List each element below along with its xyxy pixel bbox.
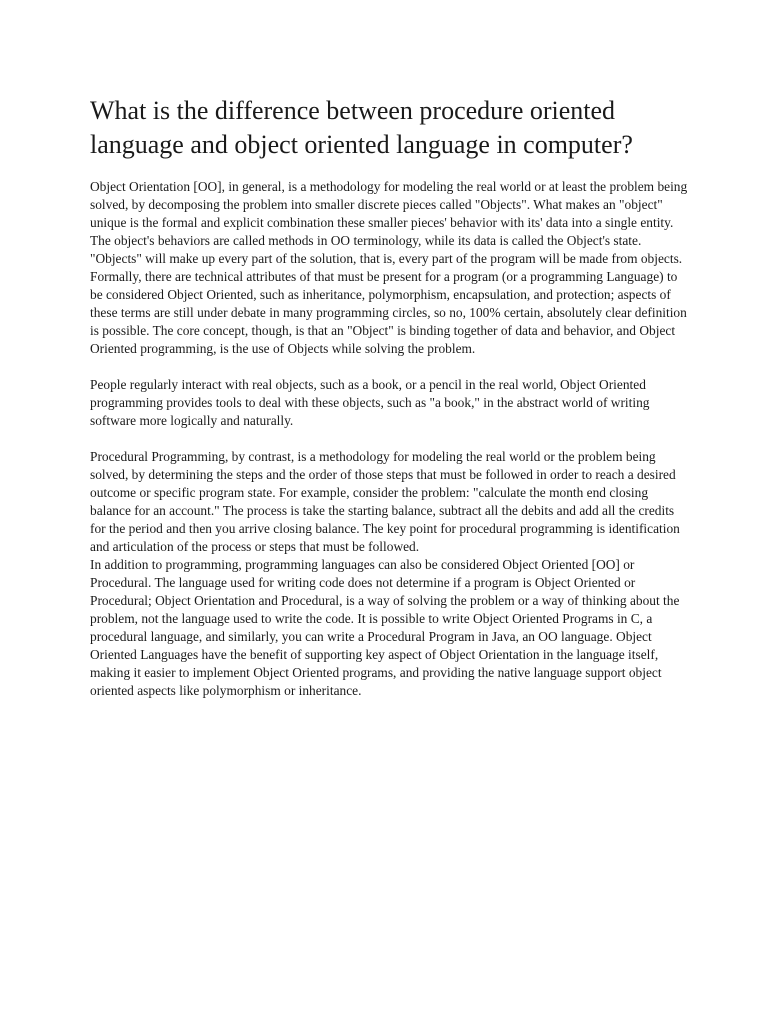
paragraph-procedural-programming: Procedural Programming, by contrast, is a methodology for modeling the real world or the problem being solved, by determining the steps and the order of those steps that must be followed in order to reach a desired outcome or specific program state. For example, consider the problem: "calculate the month end closing balance for an account." The process is take the starting balance, subtract all the debits and add all the credits for the period and then you arrive closing balance. The key point for procedural programming is identification and articulation of the process or steps that must be followed. bbox=[90, 449, 680, 554]
paragraph-real-objects: People regularly interact with real objects, such as a book, or a pencil in the real world, Object Oriented programming provides tools to deal with these objects, such as "a book," in the abstract world of writing software more logically and naturally. bbox=[90, 377, 650, 428]
page-title: What is the difference between procedure oriented language and object oriented language in computer? bbox=[90, 96, 633, 159]
paragraph-languages: In addition to programming, programming languages can also be considered Object Oriented [OO] or Procedural. The language used for writing code does not determine if a program is Object Oriented or Procedural; Object Orientation and Procedural, is a way of solving the problem or a way of thinking about the problem, not the language used to write the code. It is possible to write Object Oriented Programs in C, a procedural language, and similarly, you can write a Procedural Program in Java, an OO language. Object Oriented Languages have the benefit of supporting key aspect of Object Orientation in the language itself, making it easier to implement Object Oriented programs, and providing the native language support object oriented aspects like polymorphism or inheritance. bbox=[90, 557, 680, 698]
document-body bbox=[90, 178, 688, 700]
document-page bbox=[90, 94, 688, 700]
paragraph-object-orientation: Object Orientation [OO], in general, is a methodology for modeling the real world or at least the problem being solved, by decomposing the problem into smaller discrete pieces called "Objects". What makes an "object" unique is the formal and explicit combination these smaller pieces' behavior with its' data into a single entity. The object's behaviors are called methods in OO terminology, while its data is called the Object's state. "Objects" will make up every part of the solution, that is, every part of the program will be made from objects. Formally, there are technical attributes of that must be present for a program (or a programming Language) to be considered Object Oriented, such as inheritance, polymorphism, encapsulation, and protection; aspects of these terms are still under debate in many programming circles, so no, 100% certain, absolutely clear definition is possible. The core concept, though, is that an "Object" is binding together of data and behavior, and Object Oriented programming, is the use of Objects while solving the problem. bbox=[90, 179, 688, 356]
